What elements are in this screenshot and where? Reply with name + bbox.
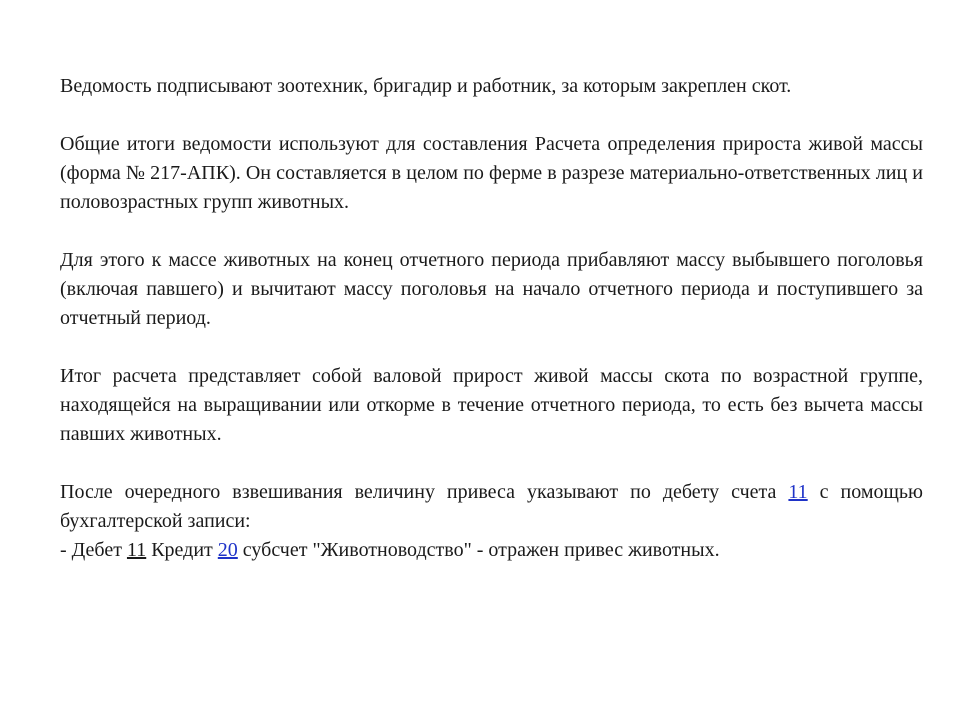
paragraph-weighing [60,478,923,565]
entry-suffix: субсчет "Животноводство" - отражен привес животных. [237,539,720,561]
paragraph-calculation: Для этого к массе животных на конец отчетного периода прибавляют массу выбывшего поголовья (включая павшего) и вычитают массу поголовья на начало отчетного периода и поступившего за отчетный период. [60,249,923,329]
entry-prefix: - Дебет [60,539,127,561]
paragraph-totals: Общие итоги ведомости используют для составления Расчета определения прироста живой массы (форма № 217-АПК). Он составляется в целом по ферме в разрезе материально-ответственных лиц и половозрастных групп животных. [60,133,923,213]
account-20-link[interactable]: 20 [217,539,238,561]
paragraph-result: Итог расчета представляет собой валовой прирост живой массы скота по возрастной группе, находящейся на выращивании или откорме в течение отчетного периода, то есть без вычета массы павших животных. [60,365,923,445]
entry-middle: Кредит [146,539,218,561]
accounting-entry [60,536,923,565]
entry-debit-account: 11 [126,539,147,561]
weighing-text-start: После очередного взвешивания величину привеса указывают по дебету счета [60,481,789,503]
paragraph-signatures: Ведомость подписывают зоотехник, бригадир и работник, за которым закреплен скот. [60,75,792,97]
weighing-text-end: с помощью бухгалтерской записи: [60,481,923,532]
account-11-link[interactable]: 11 [788,481,808,503]
document-body [60,72,923,565]
